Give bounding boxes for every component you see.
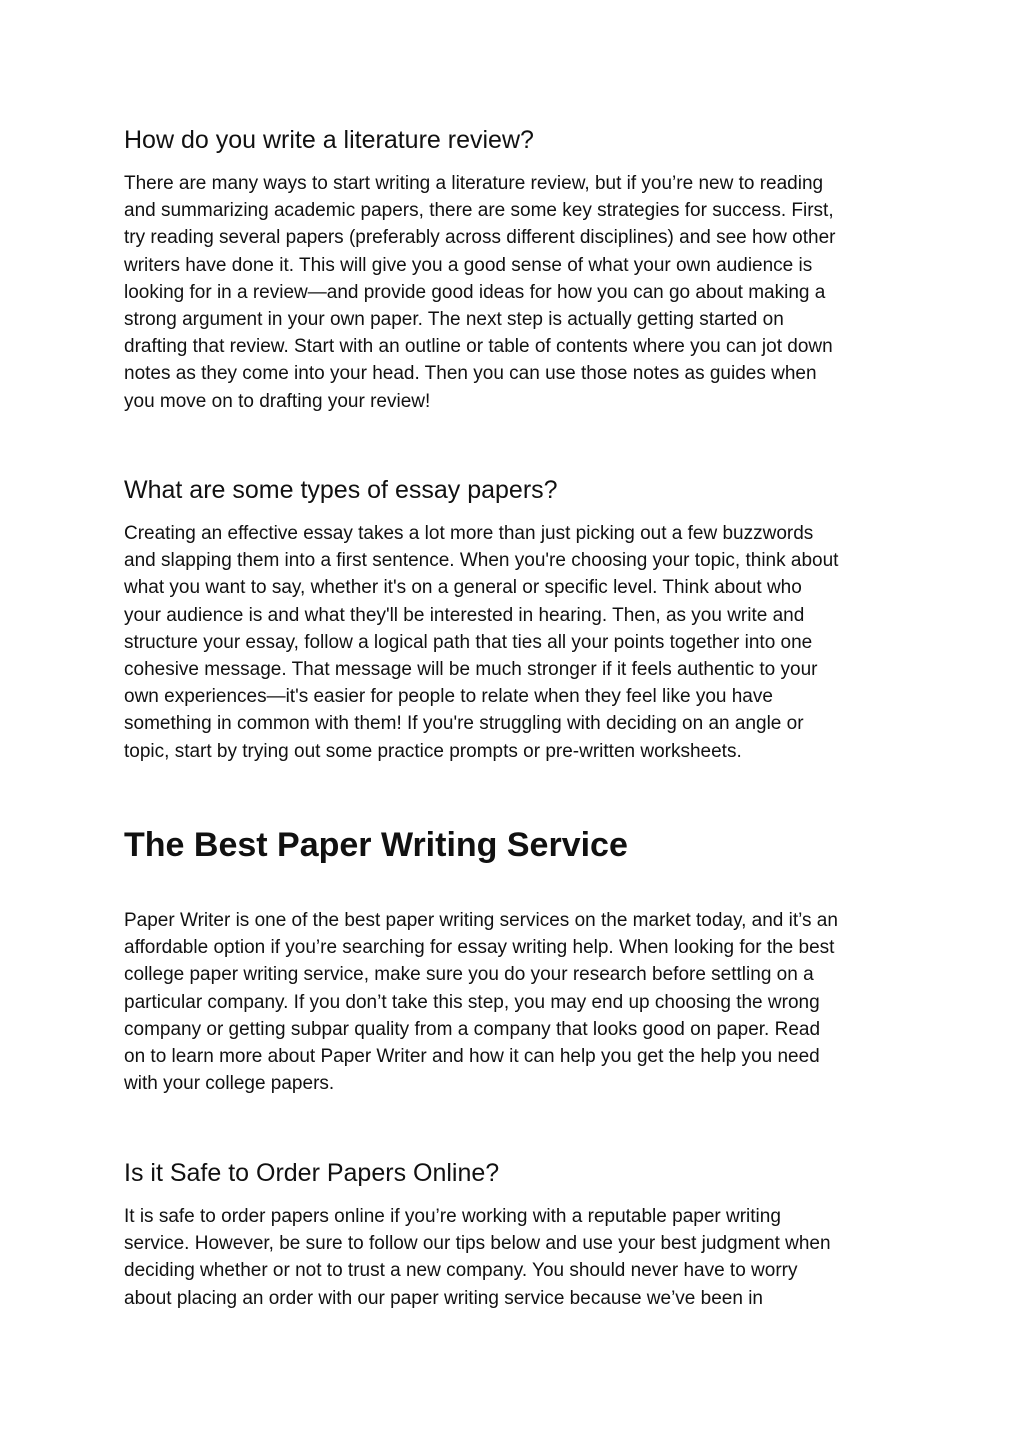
text-line: and summarizing academic papers, there are some key strategies for success. First,: [124, 200, 834, 222]
text-line: on to learn more about Paper Writer and how it can help you get the help you need: [124, 1046, 820, 1068]
text-line: looking for in a review—and provide good ideas for how you can go about making a: [124, 281, 826, 303]
text-line: Creating an effective essay takes a lot more than just picking out a few buzzwords: [124, 523, 814, 544]
paragraph-literature-review: [124, 170, 914, 415]
text-line: topic, start by trying out some practice prompts or pre-written worksheets.: [124, 740, 742, 762]
page-title-best-paper-writing-service: The Best Paper Writing Service: [124, 826, 628, 864]
text-line: about placing an order with our paper writing service because we’ve been in: [124, 1287, 763, 1309]
text-line: something in common with them! If you're struggling with deciding on an angle or: [124, 713, 804, 735]
text-line: what you want to say, whether it's on a general or specific level. Think about who: [124, 577, 802, 599]
text-line: with your college papers.: [124, 1073, 335, 1095]
text-line: own experiences—it's easier for people to relate when they feel like you have: [124, 686, 773, 708]
paragraph-safe-to-order: [124, 1203, 914, 1312]
text-line: college paper writing service, make sure you do your research before settling on a: [124, 964, 814, 986]
text-line: There are many ways to start writing a literature review, but if you’re new to reading: [124, 173, 824, 194]
text-line: structure your essay, follow a logical path that ties all your points together into one: [124, 631, 813, 653]
text-line: you move on to drafting your review!: [124, 390, 431, 412]
paragraph-essay-types: [124, 520, 914, 765]
text-line: particular company. If you don’t take this step, you may end up choosing the wrong: [124, 991, 820, 1013]
text-line: notes as they come into your head. Then you can use those notes as guides when: [124, 363, 817, 385]
section-heading-essay-types: What are some types of essay papers?: [124, 476, 558, 504]
paragraph-best-service: [124, 907, 914, 1097]
text-line: It is safe to order papers online if you’re working with a reputable paper writing: [124, 1206, 781, 1227]
text-line: your audience is and what they'll be interested in hearing. Then, as you write and: [124, 604, 805, 626]
text-line: writers have done it. This will give you a good sense of what your own audience is: [124, 254, 813, 276]
text-line: and slapping them into a first sentence. When you're choosing your topic, think about: [124, 550, 839, 572]
text-line: Paper Writer is one of the best paper writing services on the market today, and it’s an: [124, 910, 838, 931]
text-line: affordable option if you’re searching for essay writing help. When looking for the best: [124, 937, 835, 959]
text-line: strong argument in your own paper. The next step is actually getting started on: [124, 309, 784, 331]
text-line: cohesive message. That message will be much stronger if it feels authentic to your: [124, 659, 818, 681]
text-line: drafting that review. Start with an outline or table of contents where you can jot down: [124, 336, 833, 358]
text-line: company or getting subpar quality from a company that looks good on paper. Read: [124, 1018, 821, 1040]
section-heading-literature-review: How do you write a literature review?: [124, 126, 534, 154]
text-line: service. However, be sure to follow our tips below and use your best judgment when: [124, 1233, 831, 1255]
text-line: try reading several papers (preferably across different disciplines) and see how other: [124, 227, 836, 249]
section-heading-safe-to-order: Is it Safe to Order Papers Online?: [124, 1159, 500, 1187]
text-line: deciding whether or not to trust a new company. You should never have to worry: [124, 1260, 798, 1282]
